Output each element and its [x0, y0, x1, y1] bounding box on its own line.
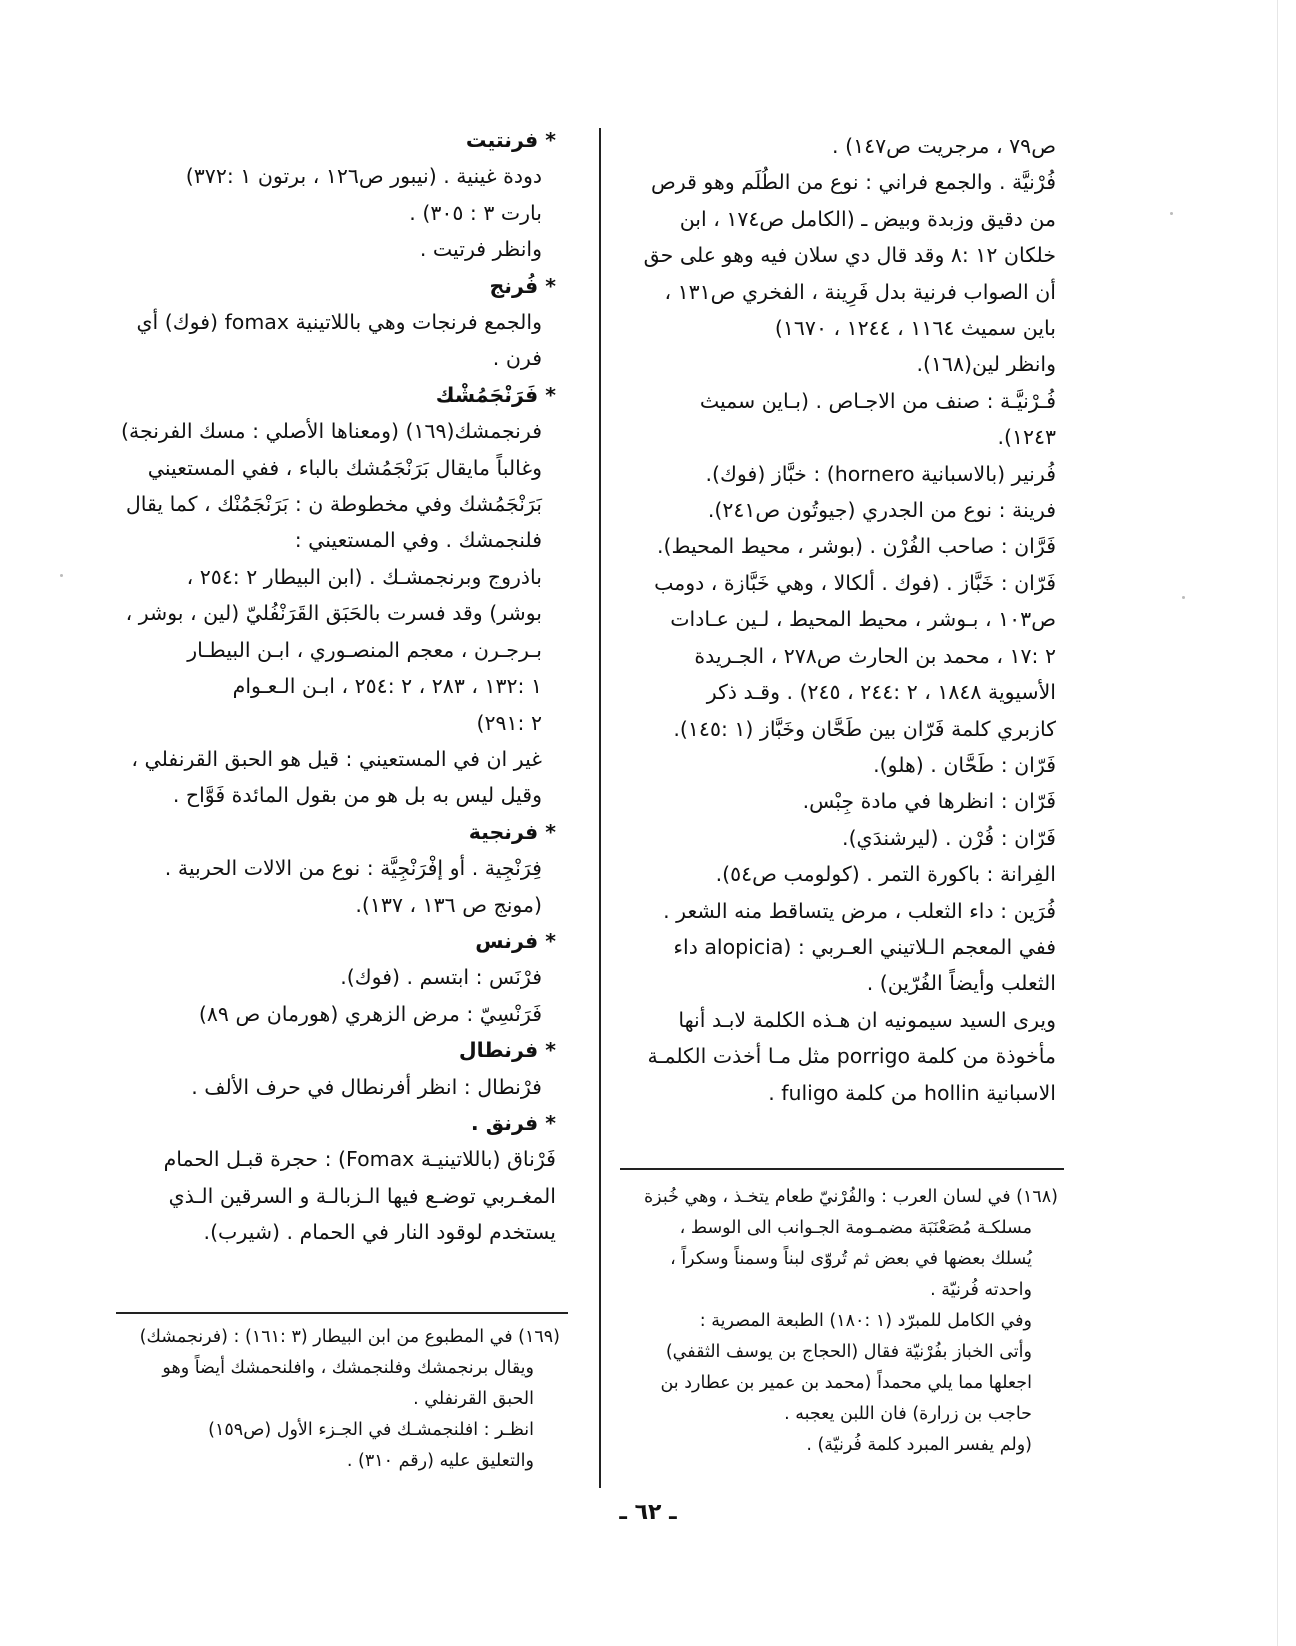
footnote-line: مسلكـة مُصَعْنَبَة مضمـومة الجـوانب الى الوسط ،	[679, 1218, 1032, 1238]
footnote-line: اجعلها مما يلي محمداً (محمد بن عمير بن عطارد بن	[660, 1373, 1032, 1393]
text-line: فَرّان : فُرْن . (ليرشندَي).	[842, 825, 1056, 850]
text-line: ٢ :١٧ ، محمد بن الحارث ص٢٧٨ ، الجـريدة	[694, 643, 1056, 668]
text-line: بارت ٣ : ٣٠٥) .	[409, 200, 542, 225]
text-line: الفِرانة : باكورة التمر . (كولومب ص٥٤).	[715, 862, 1056, 887]
text-line: ٢ :٢٩١)	[476, 710, 542, 735]
text-line: أن الصواب فرنية بدل فَرِينة ، الفخري ص١٣١ ،	[664, 279, 1056, 304]
entry-heading: * فرنطال	[458, 1038, 556, 1063]
text-line: فُرْنيَّة . والجمع فراني : نوع من الطُلَم وهو قرص	[651, 170, 1056, 195]
text-line: فلنجمشك . وفي المستعيني :	[294, 528, 542, 553]
footnote-line: انظـر : افلنجمشـك في الجـزء الأول (ص١٥٩)	[208, 1420, 534, 1440]
text-line: فَرّان : خَبَّاز . (فوك . ألكالا ، وهي خَبَّازة ، دومب	[654, 570, 1056, 595]
text-line: بـرجـرن ، معجم المنصـوري ، ابـن البيطـار	[187, 637, 542, 662]
text-line: وانظر لين(١٦٨).	[916, 352, 1056, 377]
footnotes-right	[632, 1182, 1058, 1461]
text-line: باذروج وبرنجمشـك . (ابن البيطار ٢ :٢٥٤ ،	[186, 564, 542, 589]
text-line: غير ان في المستعيني : قيل هو الحبق القرنفلي ،	[131, 746, 542, 771]
text-line: الاسبانية hollin من كلمة fuligo .	[768, 1080, 1056, 1105]
text-line: فرْنَس : ابتسم . (فوك).	[340, 965, 542, 990]
text-line: فَرّان : انظرها في مادة جِبْس.	[802, 789, 1056, 814]
footnotes-left	[116, 1322, 560, 1477]
footnote-line: (ولم يفسر المبرد كلمة فُرنيّة) .	[806, 1435, 1032, 1455]
text-line: مأخوذة من كلمة porrigo مثل مـا أخذت الكلمـة	[647, 1044, 1056, 1069]
text-line: من دقيق وزبدة وبيض ـ (الكامل ص١٧٤ ، ابن	[679, 206, 1056, 231]
scan-speck	[1170, 212, 1173, 215]
footnote-line: ويقال برنجمشك وفلنجمشك ، وافلنحمشك أيضاً وهو	[162, 1358, 534, 1378]
footnote-rule-left	[116, 1312, 568, 1314]
text-line: باين سميث ١١٦٤ ، ١٢٤٤ ، ١٦٧٠)	[774, 316, 1056, 341]
text-line: فُـرْنيَّـة : صنف من الاجـاص . (بـاين سميث	[699, 388, 1056, 413]
text-line: بَرَنْجَمُشك وفي مخطوطة ن : بَرَنْجَمُنْك ، كما يقال	[125, 492, 542, 517]
page-number: ـ ٦٢ ـ	[619, 1500, 677, 1525]
text-line: ففي المعجم الـلاتيني العـربي : (alopicia داء	[673, 934, 1056, 959]
text-line: فرنجمشك(١٦٩) (ومعناها الأصلي : مسك الفرنجة)	[120, 419, 542, 444]
footnote-line: وفي الكامل للمبرّد (١ :١٨٠) الطبعة المصرية :	[699, 1311, 1032, 1331]
footnote-rule-right	[620, 1168, 1064, 1170]
footnote-line: واحدته فُرنيّة .	[930, 1280, 1032, 1300]
footnote-line: (١٦٩) في المطبوع من ابن البيطار (٣ :١٦١) : (فرنجمشك)	[139, 1327, 560, 1347]
text-line: خلكان ١٢ :٨ وقد قال دي سلان فيه وهو على حق	[643, 243, 1056, 268]
text-line: فرينة : نوع من الجدري (جيوتُون ص٢٤١).	[707, 498, 1056, 523]
text-line: وانظر فرتيت .	[419, 237, 542, 262]
text-line: فَرّان : طَحَّان . (هلو).	[873, 752, 1056, 777]
text-line: وغالباً مايقال بَرَنْجَمُشك بالباء ، ففي المستعيني	[147, 455, 542, 480]
text-line: دودة غينية . (نيبور ص١٢٦ ، برتون ١ :٣٧٢)	[185, 164, 542, 189]
text-line: فُرَين : داء الثعلب ، مرض يتساقط منه الشعر .	[663, 898, 1056, 923]
text-line: ص٧٩ ، مرجريت ص١٤٧) .	[832, 134, 1056, 158]
entry-heading: * فرنجية	[468, 819, 556, 844]
footnote-line: والتعليق عليه (رقم ٣١٠) .	[346, 1451, 534, 1471]
footnote-line: وأتى الخباز بفُرْنيّة فقال (الحجاج بن يوسف الثقفي)	[665, 1342, 1032, 1362]
text-line: يستخدم لوقود النار في الحمام . (شيرب).	[203, 1220, 556, 1245]
text-line: فُرنير (بالاسبانية hornero) : خبَّاز (فوك).	[705, 461, 1056, 486]
entry-heading: * فرنس	[475, 928, 556, 953]
text-line: فَرْناق (باللاتينيـة Fomax) : حجرة قبـل الحمام	[163, 1147, 556, 1172]
text-line: فِرَنْجِية . أو إفْرَنْجِيَّة : نوع من الالات الحربية .	[164, 856, 542, 881]
text-line: فرْنطال : انظر أفرنطال في حرف الألف .	[191, 1074, 542, 1099]
entry-heading: * فرنق .	[470, 1110, 556, 1135]
footnote-line: (١٦٨) في لسان العرب : والفُرْنيّ طعام يتخـذ ، وهي خُبزة	[644, 1187, 1058, 1207]
scan-speck	[1182, 596, 1185, 599]
text-line: الأسيوية ١٨٤٨ ، ٢ :٢٤٤ ، ٢٤٥) . وقـد ذكر	[706, 680, 1056, 705]
text-line: الثعلب وأيضاً الفُرّين) .	[866, 971, 1056, 996]
entry-heading: * فُرنج	[489, 273, 556, 298]
text-line: بوشر) وقد فسرت بالحَبَق القَرَنْفُليّ (لين ، بوشر ،	[125, 601, 542, 626]
column-divider	[599, 128, 601, 1488]
text-line: ص١٠٣ ، بـوشر ، محيط المحيط ، لـين عـادات	[670, 607, 1056, 632]
left-column	[116, 122, 556, 1251]
footnote-line: الحبق القرنفلي .	[413, 1389, 534, 1409]
text-line: فرن .	[492, 346, 542, 371]
entry-heading: * فَرَنْجَمُشْك	[435, 382, 556, 407]
footnote-line: حاجب بن زرارة) فان اللبن يعجبه .	[784, 1404, 1032, 1424]
text-line: (مونج ص ١٣٦ ، ١٣٧).	[355, 892, 542, 917]
text-line: فَرَنْسِيّ : مرض الزهري (هورمان ص ٨٩)	[198, 1001, 542, 1026]
text-line: وقيل ليس به بل هو من بقول المائدة فَوَّاح .	[172, 783, 542, 808]
text-line: المغـربي توضـع فيها الـزبالـة و السرقين الـذي	[168, 1183, 556, 1208]
text-line: كازبري كلمة فَرّان بين طَحَّان وخَبَّاز (١ :١٤٥).	[673, 716, 1056, 741]
text-line: والجمع فرنجات وهي باللاتينية fomax (فوك) أي	[136, 310, 542, 335]
right-column	[632, 128, 1056, 1111]
entry-heading: * فرنتيت	[465, 128, 556, 152]
text-line: ١٢٤٣).	[997, 425, 1056, 450]
footnote-line: يُسلك بعضها في بعض ثم تُروّى لبناً وسمناً وسكراً ،	[670, 1249, 1032, 1269]
scan-edge-line	[1277, 0, 1278, 1646]
scan-speck	[60, 574, 63, 577]
text-line: ويرى السيد سيمونيه ان هـذه الكلمة لابـد أنها	[678, 1007, 1056, 1032]
text-line: ١ :١٣٢ ، ٢٨٣ ، ٢ :٢٥٤ ، ابـن الـعـوام	[232, 674, 542, 699]
text-line: فَرَّان : صاحب الفُرْن . (بوشر ، محيط المحيط).	[657, 534, 1056, 559]
